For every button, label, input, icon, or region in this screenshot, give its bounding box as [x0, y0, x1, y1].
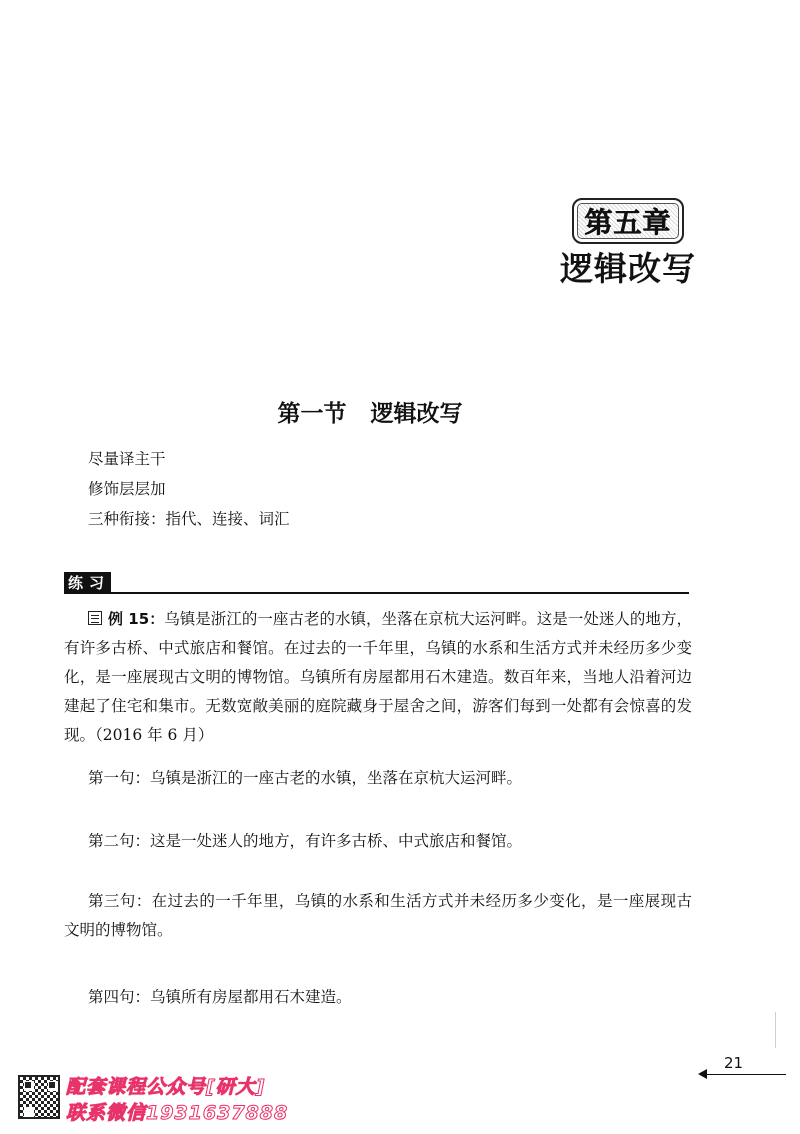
section-title: 逻辑改写: [370, 401, 463, 427]
footer-rule: [700, 1074, 786, 1075]
key-point: 三种衔接：指代、连接、词汇: [88, 510, 290, 528]
page-number: 21: [724, 1054, 744, 1072]
chapter-title: 逻辑改写: [560, 249, 696, 288]
example-text: 乌镇是浙江的一座古老的水镇，坐落在京杭大运河畔。这是一处迷人的地方，有许多古桥、中式旅店和餐馆。在过去的一千年里，乌镇的水系和生活方式并未经历多少变化，是一座展现古文明的博物馆。乌镇所有房屋都用石木建造。数百年来，当地人沿着河边建起了住宅和集市。无数宽敞美丽的庭院藏身于屋舍之间，游客们每到一处都有会惊喜的发现。（2016 年 6 月）: [64, 610, 692, 744]
sentence-3: 第三句：在过去的一千年里，乌镇的水系和生活方式并未经历多少变化，是一座展现古文明的博物馆。: [64, 892, 692, 939]
watermark-line-1: 配套课程公众号[研大]: [66, 1076, 266, 1098]
key-point: 修饰层层加: [88, 480, 166, 498]
sentence-1: 第一句：乌镇是浙江的一座古老的水镇，坐落在京杭大运河畔。: [88, 769, 523, 787]
chapter-number: 第五章: [584, 206, 672, 239]
key-points: [88, 444, 290, 534]
qr-code-icon: [18, 1075, 60, 1119]
example-label: 例 15：: [108, 610, 165, 628]
sentence-2: 第二句：这是一处迷人的地方，有许多古桥、中式旅店和餐馆。: [88, 832, 523, 850]
practice-label: 练习: [64, 572, 111, 594]
practice-header: [64, 572, 689, 594]
example-paragraph: [64, 605, 692, 750]
sentence-4: 第四句：乌镇所有房屋都用石木建造。: [88, 988, 352, 1006]
practice-divider: [64, 592, 689, 594]
chapter-badge: [572, 198, 684, 244]
example-icon: [88, 611, 102, 625]
key-point: 尽量译主干: [88, 450, 166, 468]
section-heading: [0, 395, 740, 428]
section-number: 第一节: [277, 401, 347, 427]
watermark-line-2: 联系微信1931637888: [66, 1102, 289, 1124]
margin-mark: [775, 1012, 776, 1048]
